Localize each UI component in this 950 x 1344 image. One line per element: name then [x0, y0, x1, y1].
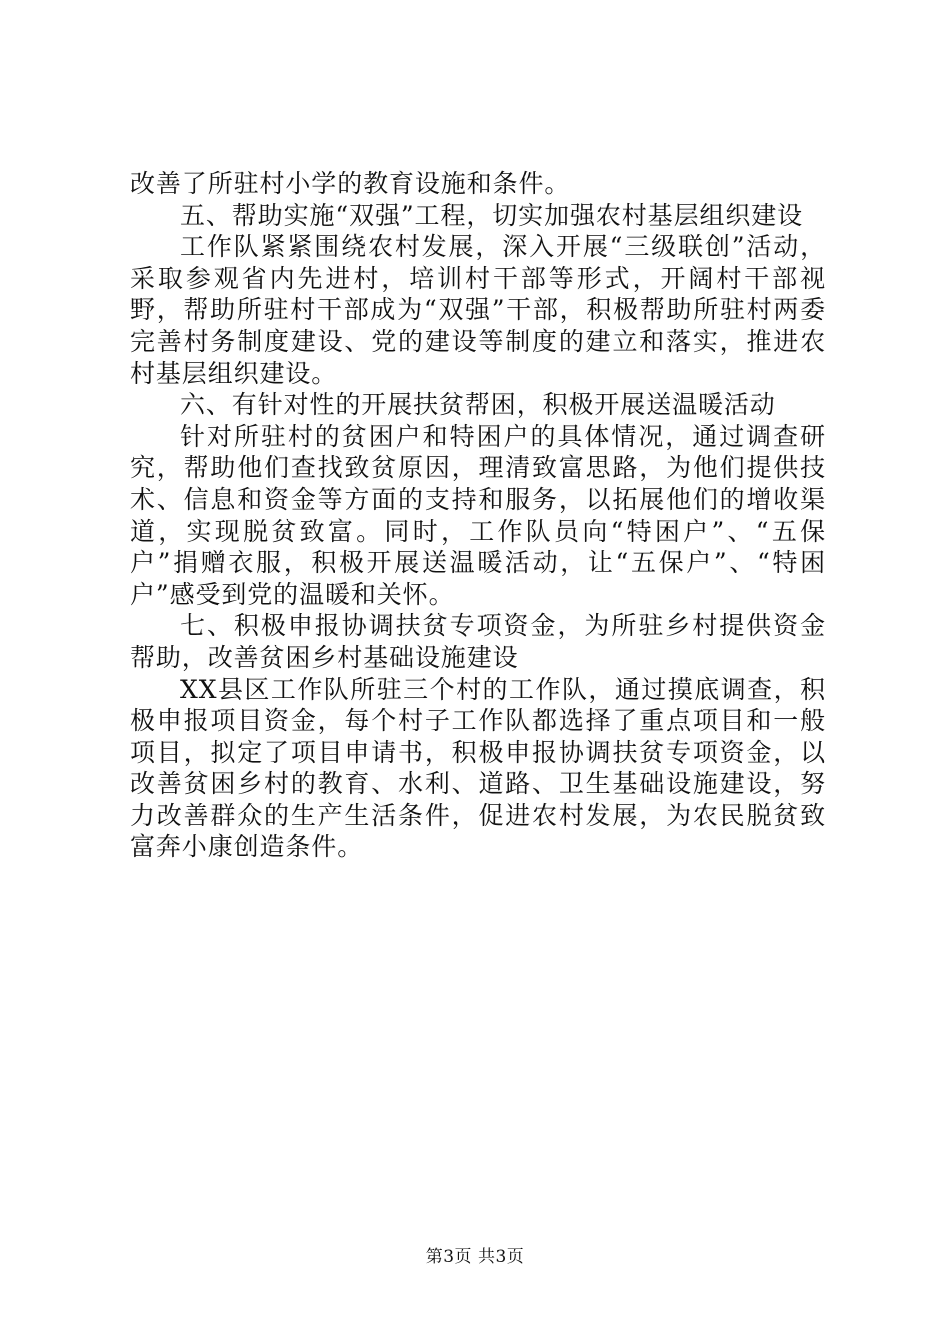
page-number: 第3页 共3页: [425, 1247, 525, 1267]
paragraph-section-5: 工作队紧紧围绕农村发展，深入开展“三级联创”活动，采取参观省内先进村，培训村干部等形式，开阔村干部视野，帮助所驻村干部成为“双强”干部，积极帮助所驻村两委完善村务制度建设、党的建设等制度的建立和落实，推进农村基层组织建设。: [130, 232, 826, 388]
section-heading-7: 七、积极申报协调扶贫专项资金，为所驻乡村提供资金帮助，改善贫困乡村基础设施建设: [130, 611, 826, 672]
paragraph-section-7: XX县区工作队所驻三个村的工作队，通过摸底调查，积极申报项目资金，每个村子工作队都选择了重点项目和一般项目，拟定了项目申请书，积极申报协调扶贫专项资金，以改善贫困乡村的教育、水利、道路、卫生基础设施建设，努力改善群众的生产生活条件，促进农村发展，为农民脱贫致富奔小康创造条件。: [130, 674, 826, 862]
paragraph-section-6: 针对所驻村的贫困户和特困户的具体情况，通过调查研究，帮助他们查找致贫原因，理清致富思路，为他们提供技术、信息和资金等方面的支持和服务，以拓展他们的增收渠道，实现脱贫致富。同时，工作队员向“特困户”、“五保户”捐赠衣服，积极开展送温暖活动，让“五保户”、“特困户”感受到党的温暖和关怀。: [130, 421, 826, 609]
section-heading-6: 六、有针对性的开展扶贫帮困，积极开展送温暖活动: [180, 390, 776, 420]
page-footer: [0, 1242, 950, 1267]
section-heading-5: 五、帮助实施“双强”工程，切实加强农村基层组织建设: [180, 200, 804, 230]
document-body: [130, 168, 826, 863]
paragraph-continuation: 改善了所驻村小学的教育设施和条件。: [130, 169, 571, 198]
